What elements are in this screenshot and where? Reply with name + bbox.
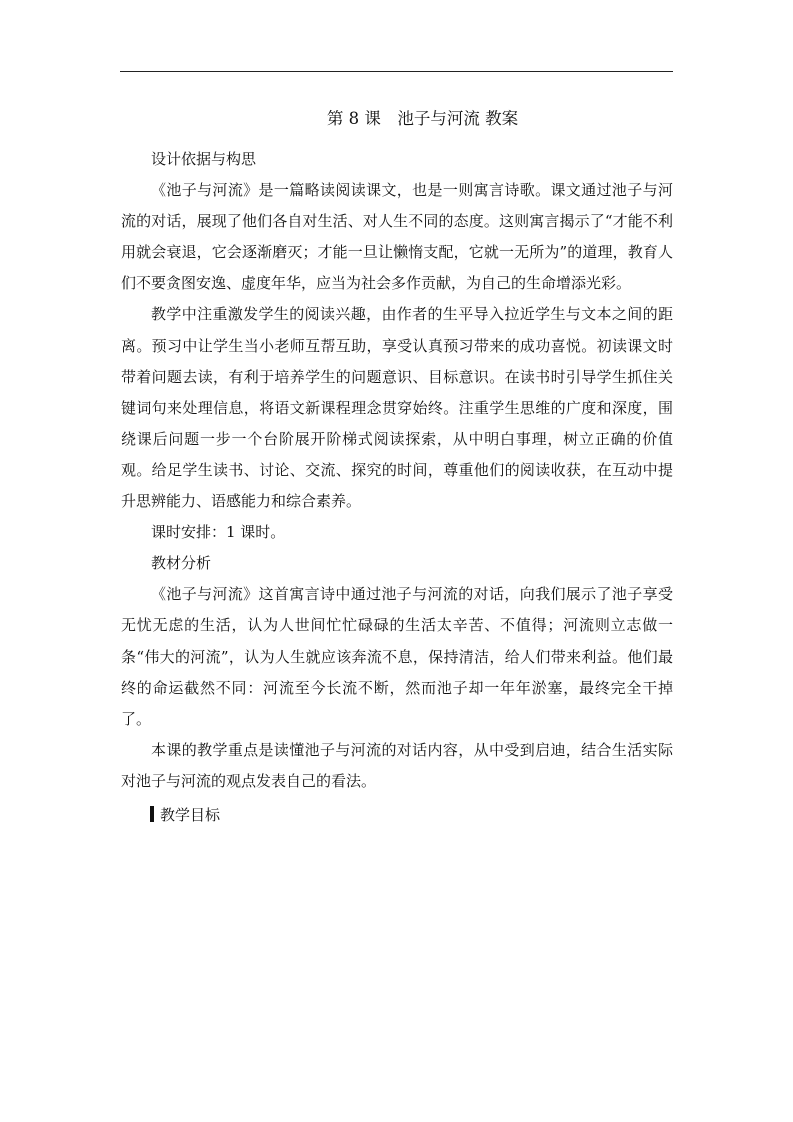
document-body <box>121 144 673 833</box>
section-heading-teaching-goals-label: 教学目标 <box>160 805 221 824</box>
paragraph-teaching-focus: 本课的教学重点是读懂池子与河流的对话内容，从中受到启迪，结合生活实际对池子与河流的观点发表自己的看法。 <box>121 740 673 790</box>
paragraph-intro: 《池子与河流》是一篇略读阅读课文，也是一则寓言诗歌。课文通过池子与河流的对话，展现了他们各自对生活、对人生不同的态度。这则寓言揭示了“才能不利用就会衰退，它会逐渐磨灭；才能一旦让懒惰支配，它就一无所为”的道理，教育人们不要贪图安逸、虚度年华，应当为社会多作贡献，为自己的生命增添光彩。 <box>121 181 673 293</box>
section-heading-teaching-goals <box>121 797 673 833</box>
paragraph-teaching-approach: 教学中注重激发学生的阅读兴趣，由作者的生平导入拉近学生与文本之间的距离。预习中让学生当小老师互帮互助，享受认真预习带来的成功喜悦。初读课文时带着问题去读，有利于培养学生的问题意识、目标意识。在读书时引导学生抓住关键词句来处理信息，将语文新课程理念贯穿始终。注重学生思维的广度和深度，围绕课后问题一步一个台阶展开阶梯式阅读探索，从中明白事理，树立正确的价值观。给足学生读书、讨论、交流、探究的时间，尊重他们的阅读收获，在互动中提升思辨能力、语感能力和综合素养。 <box>121 305 673 511</box>
heading-bullet-marker <box>150 806 154 822</box>
header-rule <box>120 71 673 72</box>
section-heading-material-analysis: 教材分析 <box>151 554 212 573</box>
section-heading-design-basis: 设计依据与构思 <box>151 150 257 168</box>
paragraph-schedule: 课时安排：1 课时。 <box>151 523 286 542</box>
document-title: 第 8 课 池子与河流 教案 <box>326 109 519 128</box>
paragraph-material-analysis: 《池子与河流》这首寓言诗中通过池子与河流的对话，向我们展示了池子享受无忧无虑的生活，认为人世间忙忙碌碌的生活太辛苦、不值得；河流则立志做一条“伟大的河流”，认为人生就应该奔流不息，保持清洁，给人们带来利益。他们最终的命运截然不同：河流至今长流不断，然而池子却一年年淤塞，最终完全干掉了。 <box>121 585 673 728</box>
